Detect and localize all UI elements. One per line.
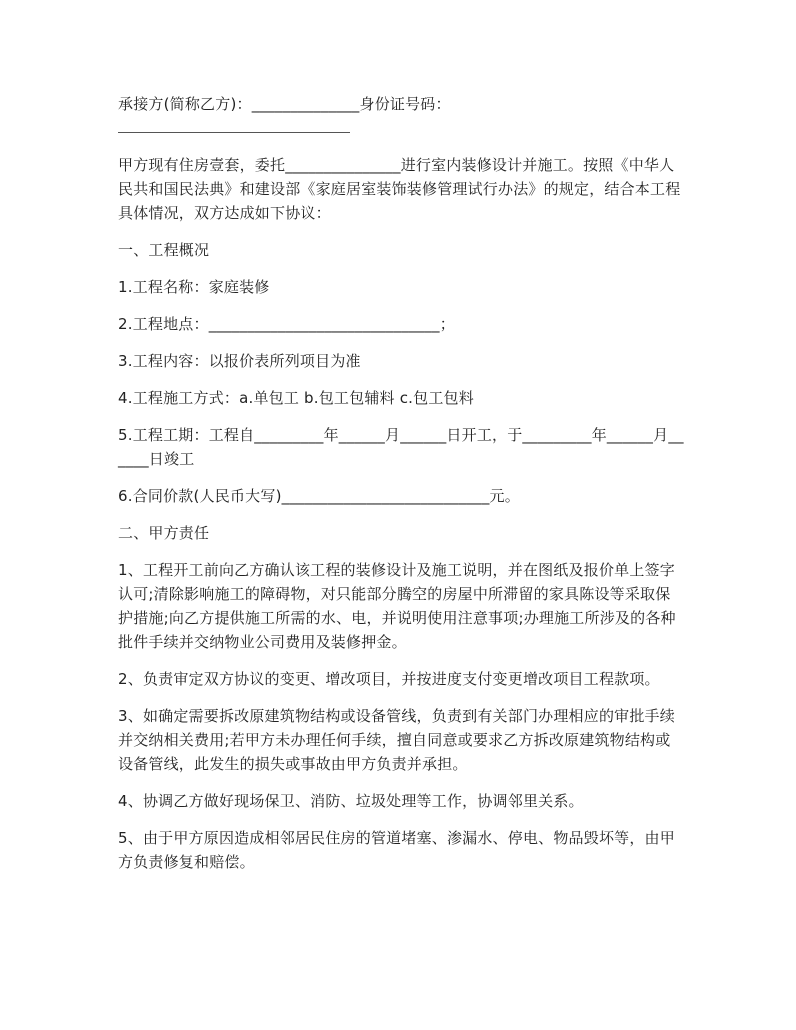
item-construction-method: 4.工程施工方式：a.单包工 b.包工包辅料 c.包工包料 — [118, 389, 474, 407]
item-project-content: 3.工程内容：以报价表所列项目为准 — [118, 352, 361, 370]
item-project-location: 2.工程地点：______________________________； — [118, 315, 455, 333]
item-construction-period: 5.工程工期：工程自_________年______月______日开工，于_________年______月______日竣工 — [118, 426, 684, 468]
document-body — [118, 92, 684, 887]
party-a-duty-2: 2、负责审定双方协议的变更、增改项目，并按进度支付变更增改项目工程款项。 — [118, 670, 660, 688]
section-1-title: 一、工程概况 — [118, 241, 210, 259]
party-a-duty-1: 1、工程开工前向乙方确认该工程的装修设计及施工说明，并在图纸及报价单上签字认可;清除影响施工的障碍物，对只能部分腾空的房屋中所滞留的家具陈设等采取保护措施;向乙方提供施工所需的水、电，并说明使用注意事项;办理施工所涉及的各种批件手续并交纳物业公司费用及装修押金。 — [118, 561, 676, 651]
intro-paragraph: 甲方现有住房壹套，委托_______________进行室内装修设计并施工。按照《中华人民共和国民法典》和建设部《家庭居室装饰装修管理试行办法》的规定，结合本工程具体情况，双方达成如下协议： — [118, 156, 681, 222]
contractor-line: 承接方(简称乙方)：______________身份证号码： — [118, 95, 451, 113]
id-number-blank — [118, 116, 350, 133]
item-project-name: 1.工程名称：家庭装修 — [118, 278, 270, 296]
party-a-duty-5: 5、由于甲方原因造成相邻居民住房的管道堵塞、渗漏水、停电、物品毁坏等，由甲方负责修复和赔偿。 — [118, 829, 675, 871]
section-2-title: 二、甲方责任 — [118, 524, 210, 542]
item-contract-price: 6.合同价款(人民币大写)___________________________元。 — [118, 487, 520, 505]
party-a-duty-3: 3、如确定需要拆改原建筑物结构或设备管线，负责到有关部门办理相应的审批手续并交纳相关费用;若甲方未办理任何手续，擅自同意或要求乙方拆改原建筑物结构或设备管线，此发生的损失或事故由甲方负责并承担。 — [118, 707, 675, 773]
party-a-duty-4: 4、协调乙方做好现场保卫、消防、垃圾处理等工作，协调邻里关系。 — [118, 792, 584, 810]
